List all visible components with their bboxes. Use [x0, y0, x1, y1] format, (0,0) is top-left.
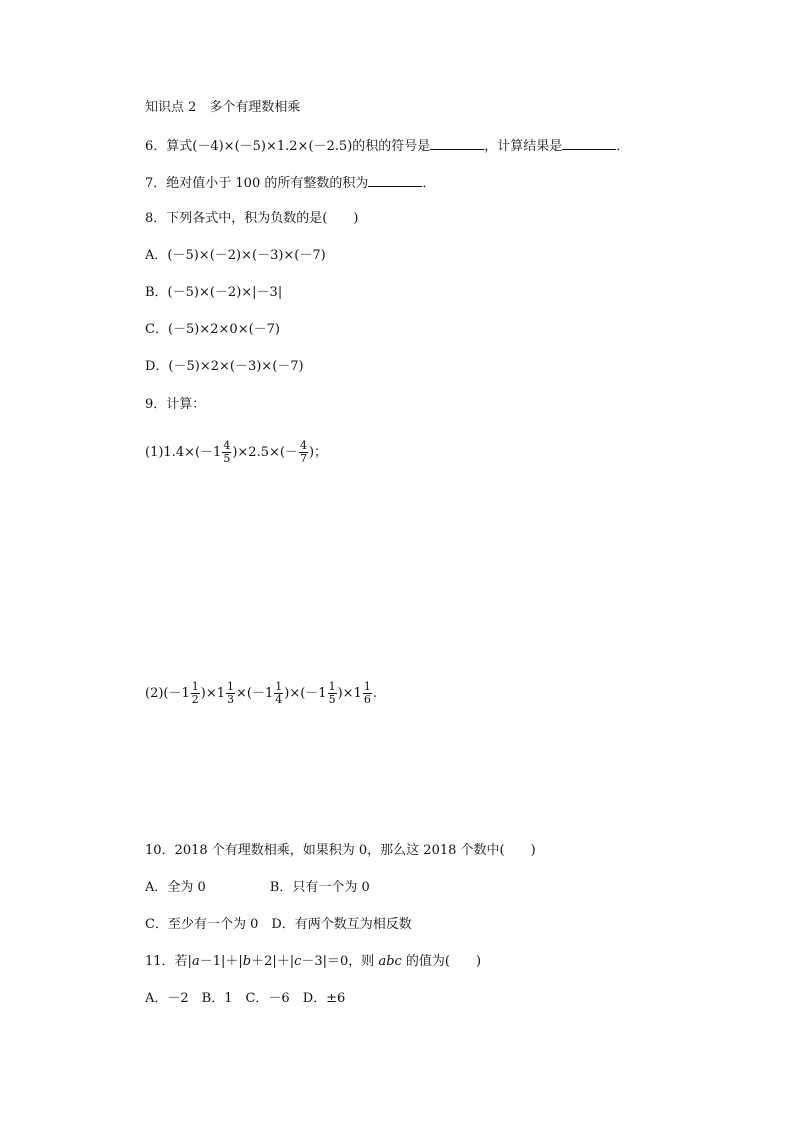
- numerator: 1: [363, 680, 371, 693]
- section-title: 知识点 2 多个有理数相乘: [145, 100, 301, 115]
- q8-stem: 8．下列各式中，积为负数的是( ): [145, 211, 359, 226]
- q7-text-b: ．: [422, 176, 436, 191]
- question-6: [145, 136, 629, 156]
- var-c: c: [294, 954, 302, 969]
- q9-stem: 9．计算：: [145, 397, 206, 412]
- q9p2-text-c: ×(－1: [236, 686, 274, 701]
- q10-option-b: B．只有一个为 0: [269, 880, 370, 895]
- q6-text-a: 6．算式(－4)×(－5)×1.2×(－2.5)的积的符号是: [145, 139, 431, 154]
- fraction: [363, 681, 372, 706]
- q11-text-1: 11．若|: [145, 954, 192, 969]
- denominator: 3: [227, 693, 235, 706]
- denominator: 7: [299, 452, 307, 465]
- fraction: [299, 440, 308, 465]
- q11-text-4: －3|＝0，则: [301, 954, 379, 969]
- q9p1-text-c: )；: [308, 445, 328, 460]
- numerator: 1: [275, 680, 283, 693]
- numerator: 4: [223, 439, 231, 452]
- q7-text-a: 7．绝对值小于 100 的所有整数的积为: [145, 176, 369, 191]
- q9p2-text-d: )×(－1: [284, 686, 327, 701]
- q7-answer-blank[interactable]: [368, 173, 422, 187]
- q10-options-ab: [145, 879, 370, 897]
- q8-option-a: A．(－5)×(－2)×(－3)×(－7): [145, 248, 326, 263]
- var-abc: abc: [378, 954, 402, 969]
- q9p2-text-a: (2)(－1: [145, 686, 190, 701]
- q11-text-3: ＋2|＋|: [251, 954, 295, 969]
- fraction: [191, 681, 200, 706]
- q11-stem: [145, 953, 481, 971]
- denominator: 2: [191, 693, 199, 706]
- q9p1-text-b: )×2.5×(－: [232, 445, 298, 460]
- numerator: 1: [191, 680, 199, 693]
- fraction: [222, 440, 231, 465]
- numerator: 4: [299, 439, 307, 452]
- var-b: b: [242, 954, 252, 969]
- q8-option-c: C．(－5)×2×0×(－7): [145, 322, 280, 337]
- q10-stem: 10．2018 个有理数相乘，如果积为 0，那么这 2018 个数中( ): [145, 843, 536, 858]
- fraction: [226, 681, 235, 706]
- q9p1-text-a: (1)1.4×(－1: [145, 445, 222, 460]
- q11-options: A．－2 B．1 C．－6 D．±6: [145, 991, 346, 1006]
- var-a: a: [191, 954, 200, 969]
- numerator: 1: [328, 680, 336, 693]
- q8-option-d: D．(－5)×2×(－3)×(－7): [145, 359, 304, 374]
- q6-answer-blank-2[interactable]: [562, 136, 616, 150]
- denominator: 5: [223, 452, 231, 465]
- denominator: 4: [275, 693, 283, 706]
- numerator: 1: [227, 680, 235, 693]
- q9p2-text-b: )×1: [200, 686, 226, 701]
- q6-text-b: ，计算结果是: [484, 139, 563, 154]
- q11-text-2: －1|＋|: [199, 954, 243, 969]
- q11-text-5: 的值为( ): [401, 954, 482, 969]
- denominator: 6: [363, 693, 371, 706]
- fraction: [274, 681, 283, 706]
- denominator: 5: [328, 693, 336, 706]
- q10-options-cd: C．至少有一个为 0 D．有两个数互为相反数: [145, 917, 412, 932]
- q6-text-c: ．: [616, 139, 630, 154]
- q9p2-text-e: )×1: [337, 686, 362, 701]
- q10-option-a: A．全为 0: [145, 880, 206, 895]
- q6-answer-blank-1[interactable]: [430, 136, 484, 150]
- fraction: [328, 681, 337, 706]
- q9-part-2: [145, 674, 377, 714]
- q9-part-1: [145, 433, 327, 473]
- question-7: [145, 173, 435, 193]
- q9p2-text-f: .: [372, 686, 377, 701]
- q8-option-b: B．(－5)×(－2)×|－3|: [145, 285, 283, 300]
